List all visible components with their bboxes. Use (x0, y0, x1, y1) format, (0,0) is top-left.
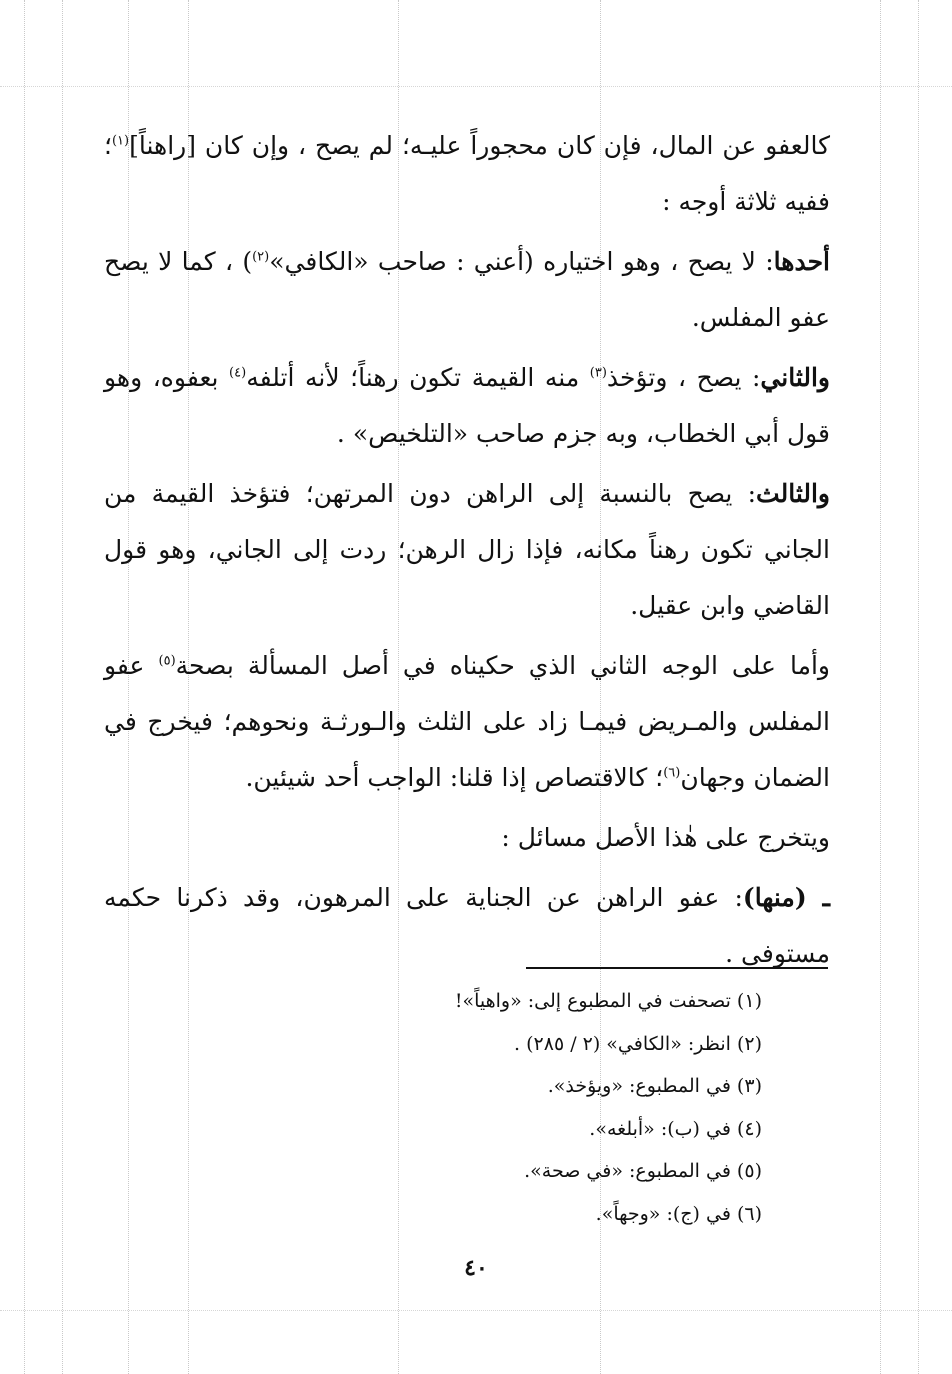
paragraph-lead: والثالث (756, 479, 830, 508)
footnote-item: (٥) في المطبوع: «في صحة». (524, 1160, 762, 1182)
footnote-item: (٤) في (ب): «أبلغه». (589, 1117, 762, 1140)
page-number: ٤٠ (464, 1255, 488, 1281)
paragraph-text: بعفوه، وهو قول أبي الخطاب، وبه جزم صاحب «التلخيص» . (104, 363, 830, 448)
footnote-item: (٢) انظر: «الكافي» (٢ / ٢٨٥) . (514, 1032, 762, 1055)
paragraph-text: ؛ ففيه ثلاثة أوجه : (104, 131, 830, 216)
scan-guide-line (918, 0, 919, 1374)
paragraph (104, 870, 830, 982)
scan-guide-line (0, 1310, 952, 1311)
footnote-item: (١) تصحفت في المطبوع إلى: «واهياً»! (454, 990, 762, 1012)
paragraph-text: : يصح ، وتؤخذ (606, 363, 761, 392)
scan-guide-line (62, 0, 63, 1374)
footnote-ref: (١) (111, 133, 130, 149)
paragraph-text: : يصح بالنسبة إلى الراهن دون المرتهن؛ فتؤخذ القيمة من الجاني تكون رهناً مكانه، فإذا زال الرهن؛ ردت إلى الجاني، وهو قول القاضي وابن عقيل. (104, 479, 830, 620)
footnote-ref: (٥) (158, 653, 176, 669)
scan-guide-line (0, 86, 952, 87)
paragraph (104, 466, 830, 634)
footnote-ref: (٢) (252, 249, 270, 265)
paragraph-text: وأما على الوجه الثاني الذي حكيناه في أصل المسألة بصحة (175, 651, 830, 680)
paragraph-text: ) ، كما لا يصح عفو المفلس. (104, 247, 830, 332)
paragraph-text: : عفو الراهن عن الجناية على المرهون، وقد ذكرنا حكمه مستوفى . (104, 883, 830, 968)
scan-guide-line (24, 0, 25, 1374)
paragraph-text: ؛ كالاقتصاص إذا قلنا: الواجب أحد شيئين. (245, 763, 664, 792)
paragraph (104, 234, 830, 346)
paragraph (104, 350, 830, 462)
paragraph-text: منه القيمة تكون رهناً؛ لأنه أتلفه (246, 363, 590, 392)
paragraph-text: عفو المفلس والمـريض فيمـا زاد على الثلث والـورثـة ونحوهم؛ فيخرج في الضمان وجهان (104, 651, 830, 792)
scan-guide-line (880, 0, 881, 1374)
footnotes-list (302, 980, 762, 1235)
paragraph (104, 810, 830, 866)
footnote-ref: (٦) (663, 765, 681, 781)
paragraph-lead: والثاني (760, 363, 830, 392)
paragraph-lead: ـ (منها) (742, 883, 830, 912)
paragraph (104, 638, 830, 806)
footnote-ref: (٣) (589, 365, 607, 381)
paragraph-text: ويتخرج على هٰذا الأصل مسائل : (501, 823, 830, 852)
footnote-item: (٦) في (ج): «وجهاً». (595, 1202, 762, 1225)
footnote-separator (526, 967, 828, 969)
main-text (104, 118, 830, 986)
paragraph-text: : لا يصح ، وهو اختياره (أعني : صاحب «الكافي» (269, 247, 774, 276)
footnote-ref: (٤) (229, 365, 247, 381)
footnote-item: (٣) في المطبوع: «ويؤخذ». (547, 1075, 762, 1097)
paragraph (104, 118, 830, 230)
paragraph-lead: أحدها (773, 247, 830, 276)
paragraph-text: كالعفو عن المال، فإن كان محجوراً عليـه؛ لم يصح ، وإن كان [راهناً] (129, 131, 830, 160)
